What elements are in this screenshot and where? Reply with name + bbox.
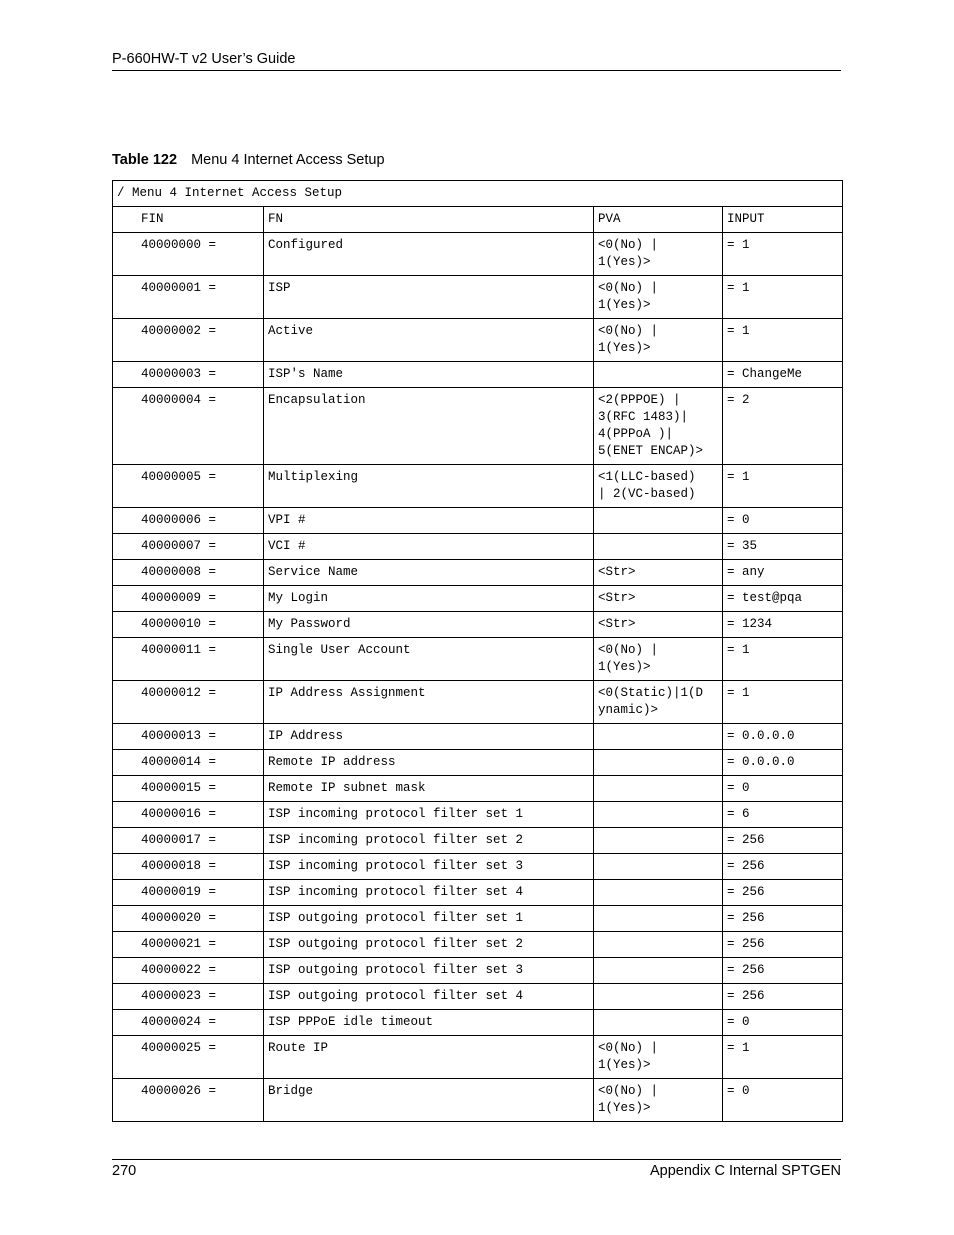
column-header-input: INPUT xyxy=(723,207,843,233)
setup-table xyxy=(112,180,843,1122)
pva-cell: <0(No) | 1(Yes)> xyxy=(594,1079,723,1122)
fin-cell: 40000008 = xyxy=(113,560,264,586)
table-title-cell: / Menu 4 Internet Access Setup xyxy=(113,181,843,207)
table-row xyxy=(113,638,843,681)
fn-cell: ISP incoming protocol filter set 3 xyxy=(264,854,594,880)
pva-cell: <0(No) | 1(Yes)> xyxy=(594,276,723,319)
fn-cell: Encapsulation xyxy=(264,388,594,465)
pva-cell xyxy=(594,958,723,984)
table-row xyxy=(113,776,843,802)
input-cell: = 1 xyxy=(723,465,843,508)
input-cell: = any xyxy=(723,560,843,586)
pva-cell: <0(No) | 1(Yes)> xyxy=(594,1036,723,1079)
input-cell: = 35 xyxy=(723,534,843,560)
fn-cell: Bridge xyxy=(264,1079,594,1122)
input-cell: = 256 xyxy=(723,880,843,906)
fin-cell: 40000019 = xyxy=(113,880,264,906)
input-cell: = 1 xyxy=(723,1036,843,1079)
fin-cell: 40000010 = xyxy=(113,612,264,638)
fin-cell: 40000002 = xyxy=(113,319,264,362)
table-row xyxy=(113,1079,843,1122)
input-cell: = 256 xyxy=(723,958,843,984)
fn-cell: ISP outgoing protocol filter set 4 xyxy=(264,984,594,1010)
table-row xyxy=(113,233,843,276)
fn-cell: Configured xyxy=(264,233,594,276)
table-row xyxy=(113,1036,843,1079)
page-footer xyxy=(112,1159,841,1179)
fn-cell: Active xyxy=(264,319,594,362)
pva-cell xyxy=(594,750,723,776)
input-cell: = 1 xyxy=(723,276,843,319)
fin-cell: 40000004 = xyxy=(113,388,264,465)
pva-cell xyxy=(594,776,723,802)
column-header-fin: FIN xyxy=(113,207,264,233)
input-cell: = 0 xyxy=(723,1079,843,1122)
table-caption-label: Table 122 xyxy=(112,152,178,168)
pva-cell: <Str> xyxy=(594,560,723,586)
table-row xyxy=(113,388,843,465)
input-cell: = 1234 xyxy=(723,612,843,638)
fn-cell: IP Address xyxy=(264,724,594,750)
table-row xyxy=(113,984,843,1010)
table-row xyxy=(113,586,843,612)
table-row xyxy=(113,828,843,854)
fin-cell: 40000001 = xyxy=(113,276,264,319)
fin-cell: 40000018 = xyxy=(113,854,264,880)
pva-cell xyxy=(594,534,723,560)
pva-cell xyxy=(594,828,723,854)
fn-cell: Route IP xyxy=(264,1036,594,1079)
table-row xyxy=(113,854,843,880)
fn-cell: ISP incoming protocol filter set 4 xyxy=(264,880,594,906)
footer-section-title: Appendix C Internal SPTGEN xyxy=(649,1163,841,1179)
pva-cell: <Str> xyxy=(594,586,723,612)
fin-cell: 40000000 = xyxy=(113,233,264,276)
fin-cell: 40000005 = xyxy=(113,465,264,508)
fn-cell: Service Name xyxy=(264,560,594,586)
input-cell: = 0 xyxy=(723,1010,843,1036)
table-row xyxy=(113,724,843,750)
fin-cell: 40000007 = xyxy=(113,534,264,560)
table-row xyxy=(113,534,843,560)
table-row xyxy=(113,681,843,724)
fin-cell: 40000009 = xyxy=(113,586,264,612)
table-caption-text: Menu 4 Internet Access Setup xyxy=(191,152,385,168)
pva-cell: <0(No) | 1(Yes)> xyxy=(594,233,723,276)
fn-cell: Multiplexing xyxy=(264,465,594,508)
fin-cell: 40000014 = xyxy=(113,750,264,776)
table-row xyxy=(113,465,843,508)
fn-cell: ISP xyxy=(264,276,594,319)
input-cell: = 1 xyxy=(723,681,843,724)
pva-cell xyxy=(594,880,723,906)
fin-cell: 40000024 = xyxy=(113,1010,264,1036)
fn-cell: ISP outgoing protocol filter set 2 xyxy=(264,932,594,958)
pva-cell xyxy=(594,724,723,750)
table-row xyxy=(113,362,843,388)
fin-cell: 40000023 = xyxy=(113,984,264,1010)
fn-cell: IP Address Assignment xyxy=(264,681,594,724)
table-row xyxy=(113,560,843,586)
pva-cell: <1(LLC-based) | 2(VC-based) xyxy=(594,465,723,508)
fn-cell: ISP outgoing protocol filter set 3 xyxy=(264,958,594,984)
table-row xyxy=(113,276,843,319)
pva-cell xyxy=(594,906,723,932)
pva-cell xyxy=(594,1010,723,1036)
input-cell: = 256 xyxy=(723,984,843,1010)
fn-cell: ISP PPPoE idle timeout xyxy=(264,1010,594,1036)
pva-cell xyxy=(594,802,723,828)
fin-cell: 40000022 = xyxy=(113,958,264,984)
input-cell: = 0 xyxy=(723,776,843,802)
page-header xyxy=(112,51,841,71)
input-cell: = ChangeMe xyxy=(723,362,843,388)
fn-cell: VCI # xyxy=(264,534,594,560)
table-row xyxy=(113,958,843,984)
fin-cell: 40000017 = xyxy=(113,828,264,854)
input-cell: = 2 xyxy=(723,388,843,465)
table-row xyxy=(113,932,843,958)
pva-cell xyxy=(594,932,723,958)
table-row xyxy=(113,508,843,534)
pva-cell: <Str> xyxy=(594,612,723,638)
fin-cell: 40000003 = xyxy=(113,362,264,388)
fn-cell: ISP incoming protocol filter set 1 xyxy=(264,802,594,828)
input-cell: = 256 xyxy=(723,906,843,932)
table-row xyxy=(113,802,843,828)
fin-cell: 40000011 = xyxy=(113,638,264,681)
guide-title: P-660HW-T v2 User’s Guide xyxy=(112,51,296,67)
fin-cell: 40000026 = xyxy=(113,1079,264,1122)
fin-cell: 40000013 = xyxy=(113,724,264,750)
fn-cell: Remote IP subnet mask xyxy=(264,776,594,802)
pva-cell xyxy=(594,854,723,880)
table-row xyxy=(113,880,843,906)
pva-cell: <0(No) | 1(Yes)> xyxy=(594,638,723,681)
pva-cell xyxy=(594,984,723,1010)
pva-cell xyxy=(594,362,723,388)
input-cell: = 256 xyxy=(723,854,843,880)
table-row xyxy=(113,319,843,362)
fn-cell: ISP incoming protocol filter set 2 xyxy=(264,828,594,854)
fin-cell: 40000006 = xyxy=(113,508,264,534)
column-header-fn: FN xyxy=(264,207,594,233)
fn-cell: My Password xyxy=(264,612,594,638)
input-cell: = 0.0.0.0 xyxy=(723,724,843,750)
fn-cell: Single User Account xyxy=(264,638,594,681)
table-row xyxy=(113,750,843,776)
fin-cell: 40000015 = xyxy=(113,776,264,802)
setup-table-body xyxy=(113,181,843,1122)
table-row xyxy=(113,612,843,638)
table-row xyxy=(113,1010,843,1036)
input-cell: = 256 xyxy=(723,932,843,958)
input-cell: = 1 xyxy=(723,638,843,681)
fin-cell: 40000025 = xyxy=(113,1036,264,1079)
pva-cell: <0(Static)|1(D ynamic)> xyxy=(594,681,723,724)
table-row xyxy=(113,906,843,932)
table-header-row xyxy=(113,207,843,233)
fin-cell: 40000020 = xyxy=(113,906,264,932)
fn-cell: VPI # xyxy=(264,508,594,534)
fin-cell: 40000021 = xyxy=(113,932,264,958)
input-cell: = 256 xyxy=(723,828,843,854)
page-number: 270 xyxy=(112,1163,137,1179)
pva-cell xyxy=(594,508,723,534)
input-cell: = 1 xyxy=(723,233,843,276)
input-cell: = 0.0.0.0 xyxy=(723,750,843,776)
fn-cell: ISP outgoing protocol filter set 1 xyxy=(264,906,594,932)
fin-cell: 40000016 = xyxy=(113,802,264,828)
fn-cell: My Login xyxy=(264,586,594,612)
table-caption xyxy=(112,152,385,168)
fn-cell: Remote IP address xyxy=(264,750,594,776)
column-header-pva: PVA xyxy=(594,207,723,233)
fin-cell: 40000012 = xyxy=(113,681,264,724)
pva-cell: <0(No) | 1(Yes)> xyxy=(594,319,723,362)
pva-cell: <2(PPPOE) | 3(RFC 1483)| 4(PPPoA )| 5(ENET ENCAP)> xyxy=(594,388,723,465)
input-cell: = 6 xyxy=(723,802,843,828)
input-cell: = test@pqa xyxy=(723,586,843,612)
fn-cell: ISP's Name xyxy=(264,362,594,388)
input-cell: = 0 xyxy=(723,508,843,534)
input-cell: = 1 xyxy=(723,319,843,362)
table-title-row xyxy=(113,181,843,207)
